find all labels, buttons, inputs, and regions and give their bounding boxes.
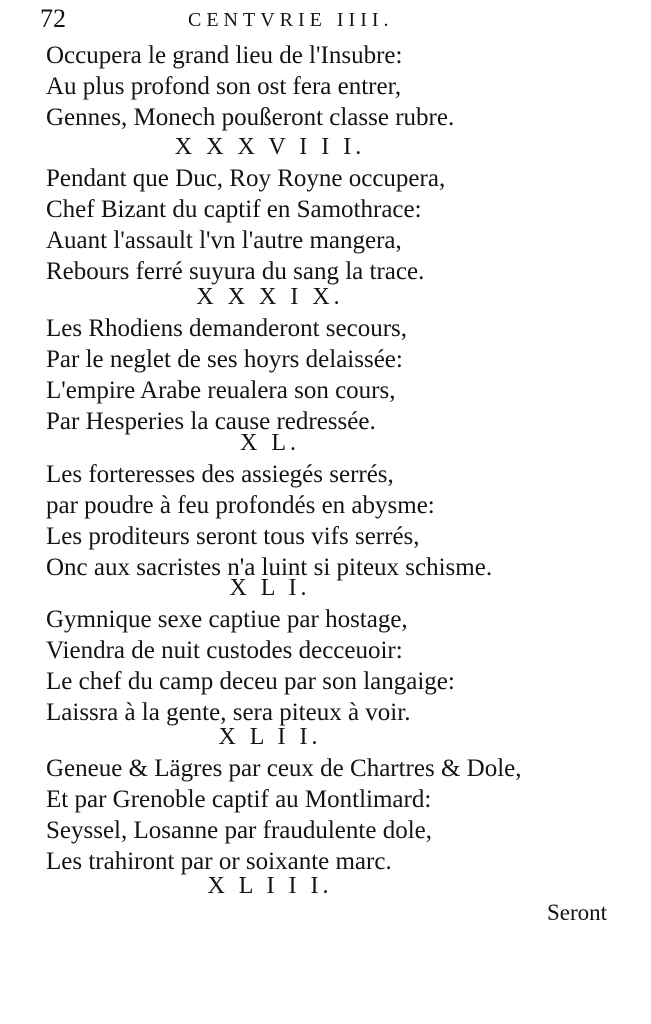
verse-line: Seyssel, Losanne par fraudulente dole, xyxy=(46,817,432,844)
quatrain xyxy=(0,572,651,728)
verse-line: Les proditeurs seront tous vifs serrés, xyxy=(46,523,420,550)
verse-line: Laissra à la gente, sera piteux à voir. xyxy=(46,699,411,726)
quatrain-numeral: X L. xyxy=(240,430,300,456)
verse-line: Les Rhodiens demanderont secours, xyxy=(46,315,408,342)
verse-line: Le chef du camp deceu par son langaige: xyxy=(46,668,455,695)
quatrain xyxy=(0,131,651,287)
quatrain xyxy=(0,427,651,583)
opening-stanza xyxy=(0,40,651,133)
page-header xyxy=(40,2,470,38)
quatrain-numeral: X X X I X. xyxy=(196,284,344,310)
verse-line: Gymnique sexe captiue par hostage, xyxy=(46,606,408,633)
page-number: 72 xyxy=(40,4,66,33)
verse-line: Pendant que Duc, Roy Royne occupera, xyxy=(46,165,446,192)
verse-line: Par le neglet de ses hoyrs delaissée: xyxy=(46,346,403,373)
verse-line: Les forteresses des assiegés serrés, xyxy=(46,461,394,488)
quatrain-numeral: X L I I. xyxy=(218,724,322,750)
verse-line: Au plus profond son ost fera entrer, xyxy=(46,73,402,100)
verse-line: Les trahiront par or soixante marc. xyxy=(46,848,392,875)
quatrain-numeral: X X X V I I I. xyxy=(174,134,366,160)
verse-line: Auant l'assault l'vn l'autre mangera, xyxy=(46,227,402,254)
quatrain-numeral: X L I. xyxy=(229,575,311,601)
quatrain xyxy=(0,281,651,437)
verse-line: Rebours ferré suyura du sang la trace. xyxy=(46,258,425,285)
verse-line: Occupera le grand lieu de l'Insubre: xyxy=(46,42,403,69)
verse-line: par poudre à feu profondés en abysme: xyxy=(46,492,435,519)
verse-line: Par Hesperies la cause redressée. xyxy=(46,408,376,435)
verse-line: Gennes, Monech poußeront classe rubre. xyxy=(46,104,455,131)
running-title: CENTVRIE IIII. xyxy=(188,9,394,31)
verse-line: Viendra de nuit custodes decceuoir: xyxy=(46,637,403,664)
verse-line: Geneue & Lägres par ceux de Chartres & Dole, xyxy=(46,755,522,782)
verse-line: Onc aux sacristes n'a luint si piteux schisme. xyxy=(46,554,493,581)
quatrain xyxy=(0,721,651,877)
catchword: Seront xyxy=(546,900,607,925)
verse-line: Chef Bizant du captif en Samothrace: xyxy=(46,196,422,223)
verse-line: Et par Grenoble captif au Montlimard: xyxy=(46,786,432,813)
verse-line: L'empire Arabe reualera son cours, xyxy=(46,377,396,404)
quatrain-numeral: X L I I I. xyxy=(207,873,333,899)
